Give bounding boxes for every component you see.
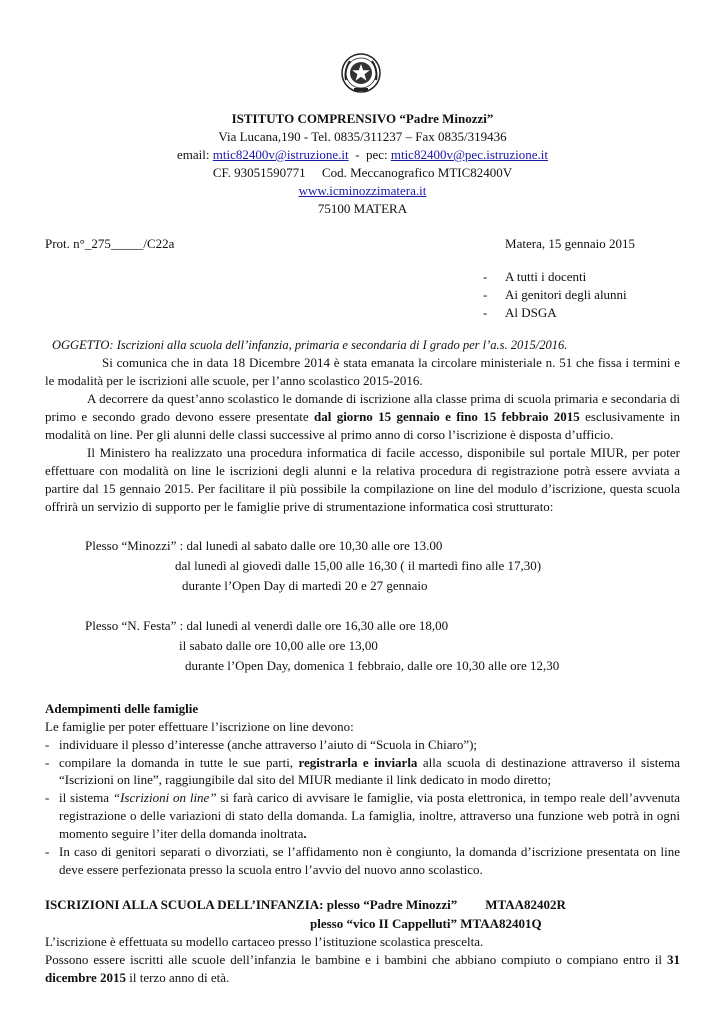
recipients-list xyxy=(483,268,627,322)
email-link[interactable]: mtic82400v@istruzione.it xyxy=(212,147,349,162)
italian-republic-emblem-icon xyxy=(340,52,382,94)
pec-link[interactable]: mtic82400v@pec.istruzione.it xyxy=(390,147,548,162)
adempimenti-intro: Le famiglie per poter effettuare l’iscrizione on line devono: xyxy=(45,718,354,734)
recipient-item: - Ai genitori degli alunni xyxy=(483,287,627,302)
list-item: - In caso di genitori separati o divorziati, se l’affidamento non è congiunto, la domanda d’iscrizione presentata on line deve essere perfezionata presso la scuola entro l’avvio del nuovo anno scolastico. xyxy=(45,843,680,879)
schedule-minozzi: Plesso “Minozzi” : dal lunedì al sabato dalle ore 10,30 alle ore 13.00 dal lunedì al giovedì dalle 15,00 alle 16,30 ( il martedì fino alle 17,30) durante l’Open Day di martedì 20 e 27 gennaio xyxy=(85,537,542,593)
schedule-festa: Plesso “N. Festa” : dal lunedì al venerdì dalle ore 16,30 alle ore 18,00 il sabato dalle ore 10,00 alle ore 13,00 durante l’Open Day, domenica 1 febbraio, dalle ore 10,30 alle ore 12,30 xyxy=(85,617,560,673)
school-address: Via Lucana,190 - Tel. 0835/311237 – Fax 0835/319436 xyxy=(218,129,507,144)
letter-body xyxy=(45,337,680,987)
subject-line: OGGETTO: Iscrizioni alla scuola dell’infanzia, primaria e secondaria di I grado per l’a.s. 2015/2016. xyxy=(52,338,568,352)
paragraph-deadlines: A decorrere da quest’anno scolastico le domande di iscrizione alla classe prima di scuola primaria e secondaria di primo e secondo grado devono essere presentate dal giorno 15 gennaio e fino 15 febbraio 2015 esclusivamente in modalità on line. Per gli alunni delle classi successive al primo anno di corso l’iscrizione è disposta d’ufficio. xyxy=(45,391,680,442)
section-title-adempimenti: Adempimenti delle famiglie xyxy=(45,700,199,716)
email-label: email: xyxy=(177,147,213,162)
list-item: - il sistema “Iscrizioni on line” si farà carico di avvisare le famiglie, via posta elettronica, in tempo reale dell’avvenuta registrazione o delle variazioni di stato della domanda. La famiglia, inoltre, attraverso una funzione web potrà in ogni momento seguire l’iter della domanda inoltrata. xyxy=(45,789,680,843)
paragraph-circolare: Si comunica che in data 18 Dicembre 2014 è stata emanata la circolare ministeriale n. 51 che fissa i termini e le modalità per le iscrizioni alle scuole, per l’anno scolastico 2015-2016. xyxy=(45,355,680,389)
list-item: - compilare la domanda in tutte le sue parti, registrarla e inviarla alla scuola di destinazione attraverso il sistema “Iscrizioni on line”, raggiungibile dal sito del MIUR mediante il link dedicato in modo diretto; xyxy=(45,754,680,790)
email-line xyxy=(0,146,725,164)
paragraph-ministero: Il Ministero ha realizzato una procedura informatica di facile accesso, disponibile sul portale MIUR, per poter effettuare con modalità on line le iscrizioni degli alunni e la relativa procedura di registrazione potrà essere avviata a partire dal 15 gennaio 2015. Per facilitare il più possibile la compilazione on line del modulo d’iscrizione, questa scuola offrirà un servizio di supporto per le famiglie prive di strumentazione informatica così strutturato: xyxy=(45,444,680,514)
adempimenti-list xyxy=(45,736,680,880)
letter-date: Matera, 15 gennaio 2015 xyxy=(505,236,635,251)
school-codes: CF. 93051590771 Cod. Meccanografico MTIC82400V xyxy=(212,165,513,180)
list-item: - individuare il plesso d’interesse (anche attraverso l’aiuto di “Scuola in Chiaro”); xyxy=(45,736,680,754)
infanzia-paragraph: Possono essere iscritti alle scuole dell’infanzia le bambine e i bambini che abbiano compiuto o compiano entro il 31 dicembre 2015 il terzo anno di età. xyxy=(45,952,680,985)
section-title-infanzia: ISCRIZIONI ALLA SCUOLA DELL’INFANZIA: plesso “Padre Minozzi” MTAA82402R xyxy=(45,897,566,913)
protocol-number: Prot. n°_275_____/C22a xyxy=(45,236,175,251)
letterhead xyxy=(0,110,725,218)
section-infanzia xyxy=(45,895,680,987)
deadline-dates: dal giorno 15 gennaio e fino 15 febbraio 2015 xyxy=(314,409,580,425)
website-link[interactable]: www.icminozzimatera.it xyxy=(298,183,427,198)
school-city: 75100 MATERA xyxy=(317,201,408,216)
section-subtitle-infanzia: plesso “vico II Cappelluti” MTAA82401Q xyxy=(310,916,542,932)
infanzia-paragraph: L’iscrizione è effettuata su modello cartaceo presso l’istituzione scolastica prescelta. xyxy=(45,934,484,950)
school-name: ISTITUTO COMPRENSIVO “Padre Minozzi” xyxy=(231,111,494,126)
recipient-item: - Al DSGA xyxy=(483,305,557,320)
pec-label: - pec: xyxy=(348,147,391,162)
recipient-item: - A tutti i docenti xyxy=(483,269,587,284)
school-code: MTAA82402R xyxy=(485,897,566,913)
